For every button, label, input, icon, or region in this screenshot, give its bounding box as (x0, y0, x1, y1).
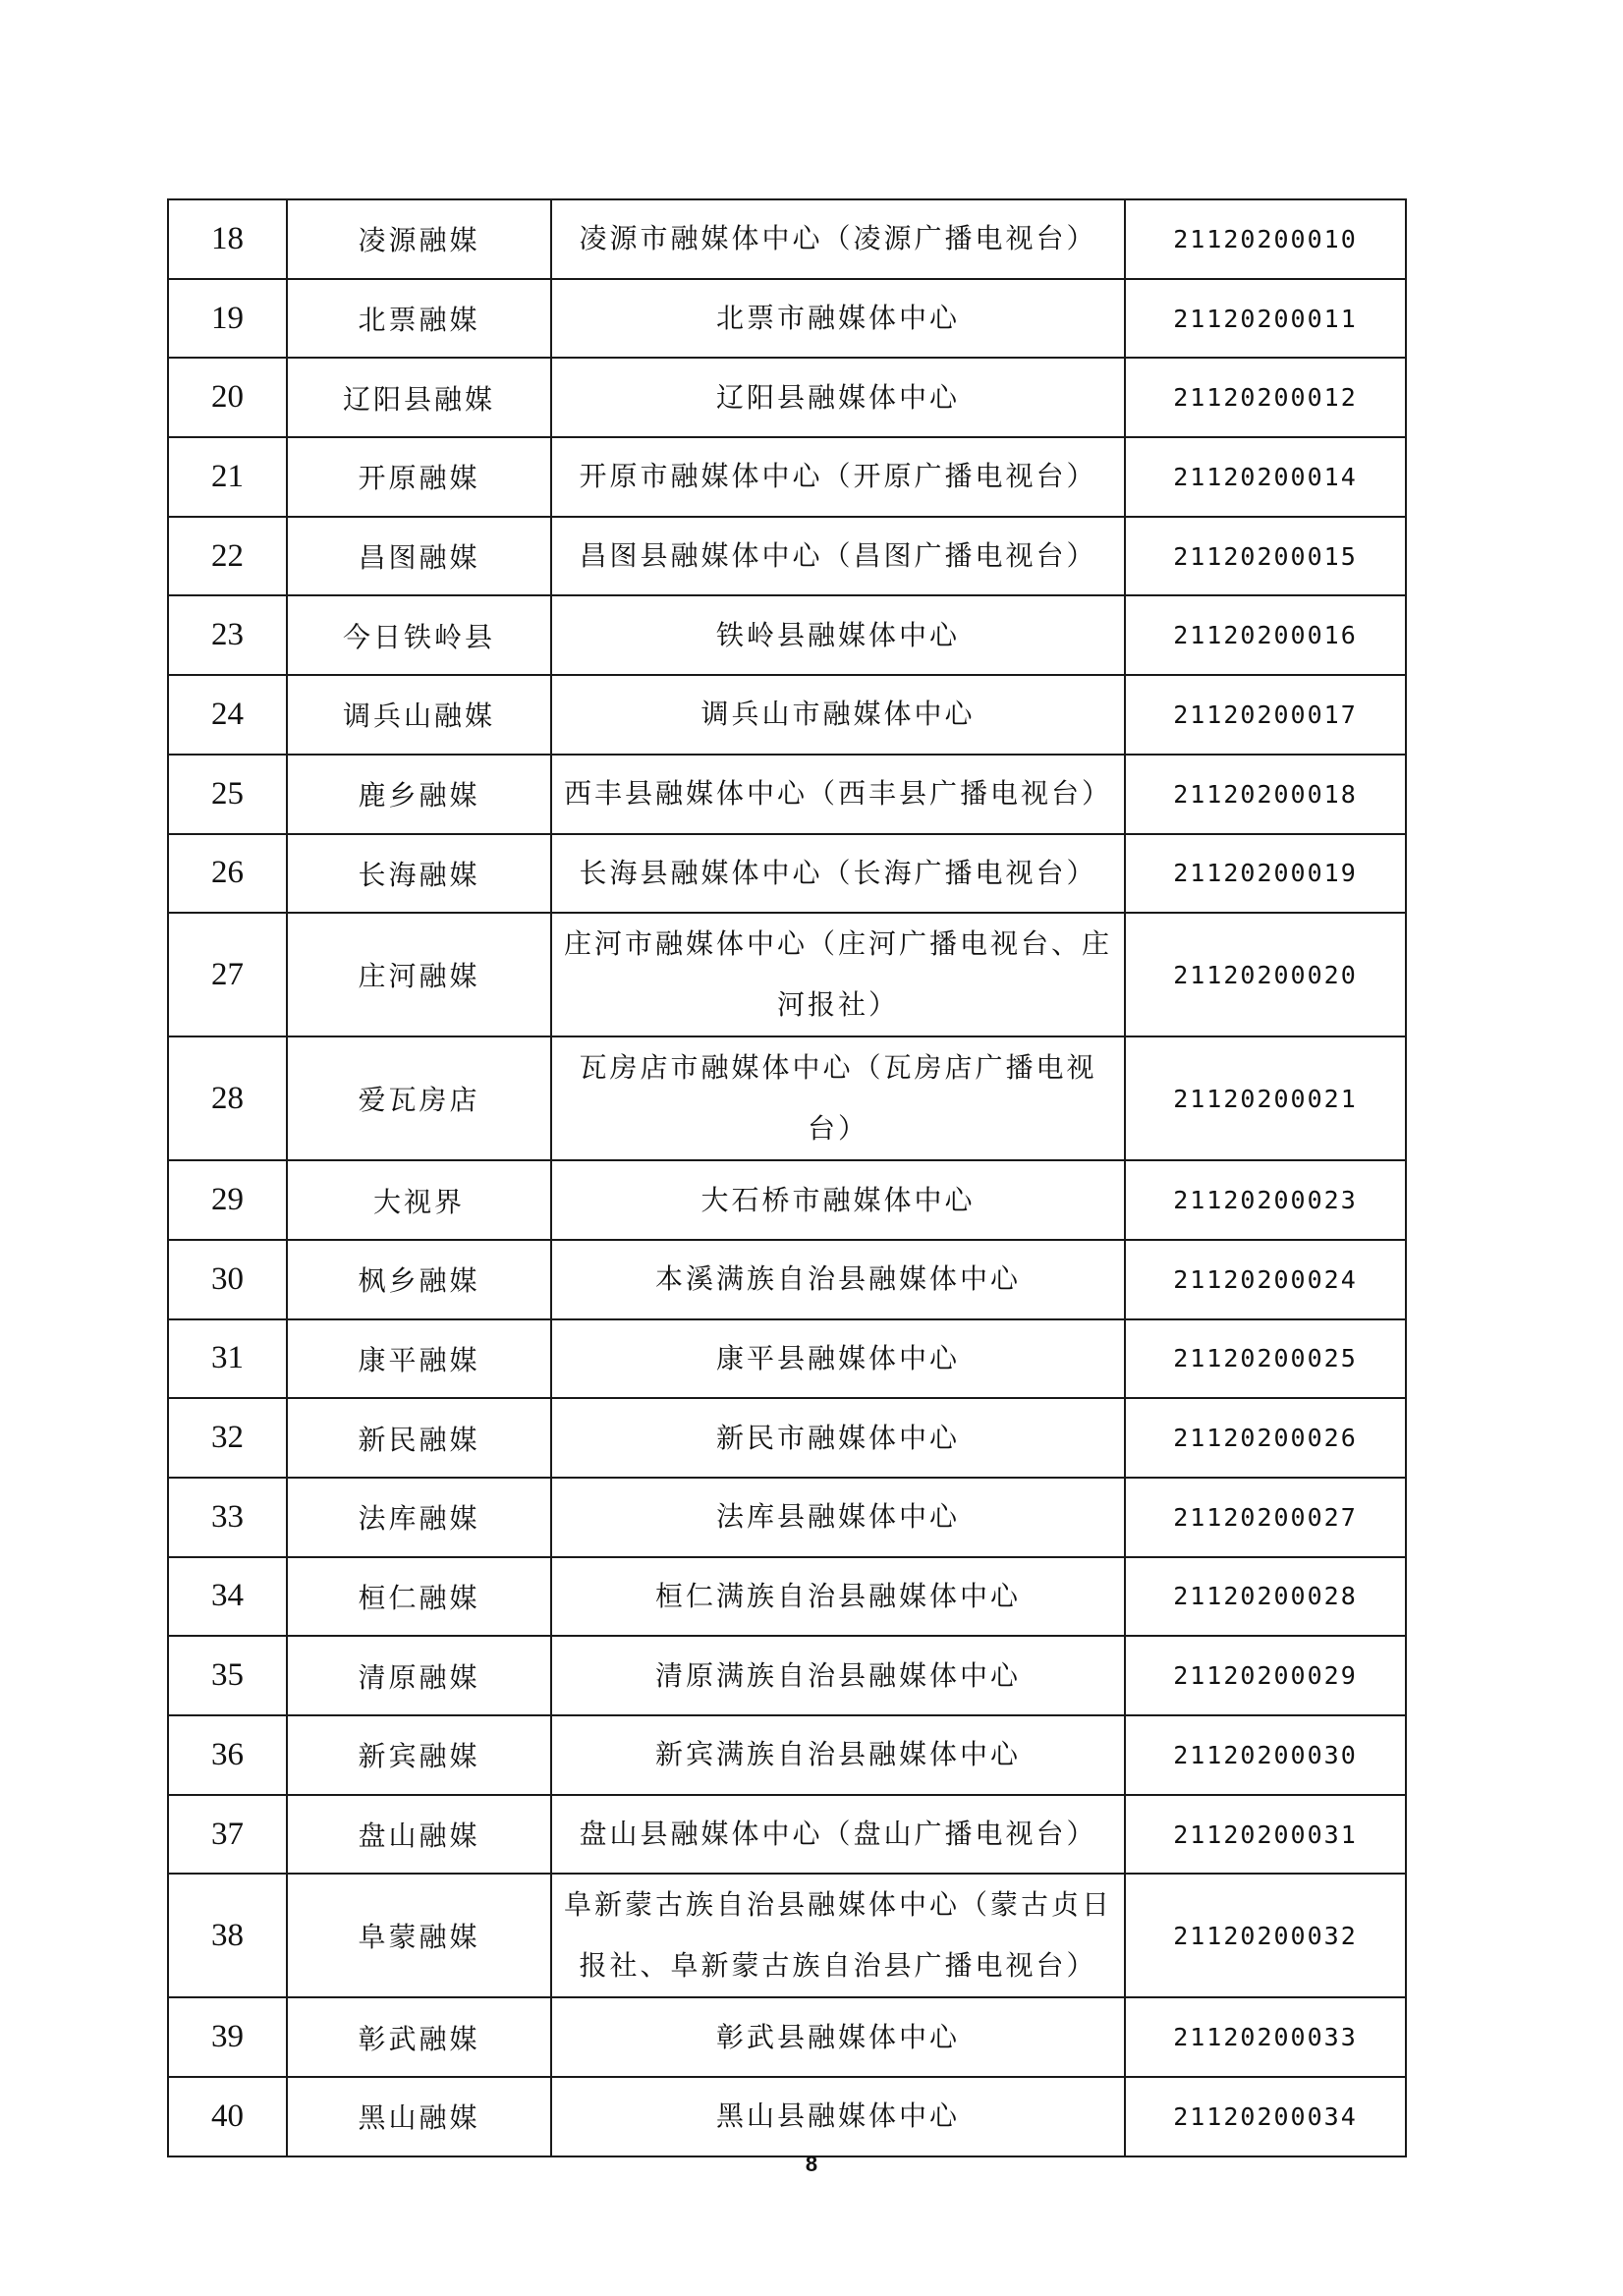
short-name-cell: 昌图融媒 (287, 517, 551, 596)
organization-cell: 本溪满族自治县融媒体中心 (551, 1240, 1125, 1319)
table-row (168, 1478, 1406, 1557)
organization-cell: 黑山县融媒体中心 (551, 2077, 1125, 2156)
organization-cell: 盘山县融媒体中心（盘山广播电视台） (551, 1795, 1125, 1875)
code-cell: 21120200014 (1125, 437, 1406, 517)
organization-cell: 长海县融媒体中心（长海广播电视台） (551, 834, 1125, 914)
row-number-cell: 38 (168, 1874, 287, 1997)
organization-cell: 新民市融媒体中心 (551, 1398, 1125, 1478)
code-cell: 21120200028 (1125, 1557, 1406, 1637)
short-name-cell: 开原融媒 (287, 437, 551, 517)
table-row (168, 675, 1406, 755)
short-name-cell: 长海融媒 (287, 834, 551, 914)
code-cell: 21120200032 (1125, 1874, 1406, 1997)
short-name-cell: 鹿乡融媒 (287, 755, 551, 834)
row-number-cell: 22 (168, 517, 287, 596)
row-number-cell: 35 (168, 1636, 287, 1715)
organization-cell: 康平县融媒体中心 (551, 1319, 1125, 1399)
page-number: 8 (805, 2152, 818, 2176)
short-name-cell: 北票融媒 (287, 279, 551, 359)
row-number-cell: 28 (168, 1036, 287, 1160)
organization-cell: 大石桥市融媒体中心 (551, 1160, 1125, 1240)
code-cell: 21120200029 (1125, 1636, 1406, 1715)
short-name-cell: 枫乡融媒 (287, 1240, 551, 1319)
short-name-cell: 辽阳县融媒 (287, 358, 551, 437)
short-name-cell: 大视界 (287, 1160, 551, 1240)
organization-cell: 调兵山市融媒体中心 (551, 675, 1125, 755)
code-cell: 21120200012 (1125, 358, 1406, 437)
short-name-cell: 庄河融媒 (287, 913, 551, 1036)
short-name-cell: 黑山融媒 (287, 2077, 551, 2156)
table-row (168, 755, 1406, 834)
organization-cell: 彰武县融媒体中心 (551, 1997, 1125, 2077)
code-cell: 21120200034 (1125, 2077, 1406, 2156)
row-number-cell: 36 (168, 1715, 287, 1795)
row-number-cell: 40 (168, 2077, 287, 2156)
row-number-cell: 30 (168, 1240, 287, 1319)
organization-cell: 阜新蒙古族自治县融媒体中心（蒙古贞日报社、阜新蒙古族自治县广播电视台） (551, 1874, 1125, 1997)
organization-cell: 铁岭县融媒体中心 (551, 595, 1125, 675)
organization-cell: 北票市融媒体中心 (551, 279, 1125, 359)
organization-cell: 新宾满族自治县融媒体中心 (551, 1715, 1125, 1795)
code-cell: 21120200023 (1125, 1160, 1406, 1240)
organization-cell: 西丰县融媒体中心（西丰县广播电视台） (551, 755, 1125, 834)
row-number-cell: 31 (168, 1319, 287, 1399)
table-row (168, 358, 1406, 437)
table-row (168, 2077, 1406, 2156)
table-row (168, 834, 1406, 914)
table-row (168, 595, 1406, 675)
table-row (168, 517, 1406, 596)
organization-cell: 庄河市融媒体中心（庄河广播电视台、庄河报社） (551, 913, 1125, 1036)
code-cell: 21120200016 (1125, 595, 1406, 675)
table-row (168, 1874, 1406, 1997)
code-cell: 21120200031 (1125, 1795, 1406, 1875)
short-name-cell: 法库融媒 (287, 1478, 551, 1557)
short-name-cell: 彰武融媒 (287, 1997, 551, 2077)
code-cell: 21120200030 (1125, 1715, 1406, 1795)
table-row (168, 1557, 1406, 1637)
row-number-cell: 39 (168, 1997, 287, 2077)
short-name-cell: 今日铁岭县 (287, 595, 551, 675)
row-number-cell: 25 (168, 755, 287, 834)
row-number-cell: 18 (168, 199, 287, 279)
row-number-cell: 23 (168, 595, 287, 675)
code-cell: 21120200026 (1125, 1398, 1406, 1478)
organization-cell: 凌源市融媒体中心（凌源广播电视台） (551, 199, 1125, 279)
organization-cell: 桓仁满族自治县融媒体中心 (551, 1557, 1125, 1637)
organization-cell: 法库县融媒体中心 (551, 1478, 1125, 1557)
row-number-cell: 33 (168, 1478, 287, 1557)
code-cell: 21120200018 (1125, 755, 1406, 834)
code-cell: 21120200024 (1125, 1240, 1406, 1319)
table-row (168, 1240, 1406, 1319)
code-cell: 21120200027 (1125, 1478, 1406, 1557)
code-cell: 21120200015 (1125, 517, 1406, 596)
table-row (168, 279, 1406, 359)
short-name-cell: 新民融媒 (287, 1398, 551, 1478)
table-row (168, 913, 1406, 1036)
row-number-cell: 21 (168, 437, 287, 517)
organization-cell: 开原市融媒体中心（开原广播电视台） (551, 437, 1125, 517)
table-row (168, 1160, 1406, 1240)
short-name-cell: 桓仁融媒 (287, 1557, 551, 1637)
code-cell: 21120200010 (1125, 199, 1406, 279)
organization-cell: 辽阳县融媒体中心 (551, 358, 1125, 437)
media-registry-table (167, 198, 1407, 2157)
row-number-cell: 24 (168, 675, 287, 755)
short-name-cell: 盘山融媒 (287, 1795, 551, 1875)
table-row (168, 1319, 1406, 1399)
table-row (168, 1398, 1406, 1478)
table-row (168, 1636, 1406, 1715)
organization-cell: 昌图县融媒体中心（昌图广播电视台） (551, 517, 1125, 596)
row-number-cell: 20 (168, 358, 287, 437)
short-name-cell: 凌源融媒 (287, 199, 551, 279)
short-name-cell: 爱瓦房店 (287, 1036, 551, 1160)
table-row (168, 1715, 1406, 1795)
row-number-cell: 34 (168, 1557, 287, 1637)
code-cell: 21120200033 (1125, 1997, 1406, 2077)
code-cell: 21120200011 (1125, 279, 1406, 359)
table-row (168, 1795, 1406, 1875)
code-cell: 21120200025 (1125, 1319, 1406, 1399)
short-name-cell: 康平融媒 (287, 1319, 551, 1399)
short-name-cell: 调兵山融媒 (287, 675, 551, 755)
table-row (168, 1997, 1406, 2077)
short-name-cell: 阜蒙融媒 (287, 1874, 551, 1997)
code-cell: 21120200020 (1125, 913, 1406, 1036)
short-name-cell: 清原融媒 (287, 1636, 551, 1715)
row-number-cell: 32 (168, 1398, 287, 1478)
short-name-cell: 新宾融媒 (287, 1715, 551, 1795)
row-number-cell: 27 (168, 913, 287, 1036)
organization-cell: 清原满族自治县融媒体中心 (551, 1636, 1125, 1715)
organization-cell: 瓦房店市融媒体中心（瓦房店广播电视台） (551, 1036, 1125, 1160)
code-cell: 21120200021 (1125, 1036, 1406, 1160)
table-row (168, 1036, 1406, 1160)
row-number-cell: 26 (168, 834, 287, 914)
table-row (168, 199, 1406, 279)
row-number-cell: 19 (168, 279, 287, 359)
code-cell: 21120200019 (1125, 834, 1406, 914)
table-body (168, 199, 1406, 2156)
table-row (168, 437, 1406, 517)
code-cell: 21120200017 (1125, 675, 1406, 755)
row-number-cell: 37 (168, 1795, 287, 1875)
row-number-cell: 29 (168, 1160, 287, 1240)
